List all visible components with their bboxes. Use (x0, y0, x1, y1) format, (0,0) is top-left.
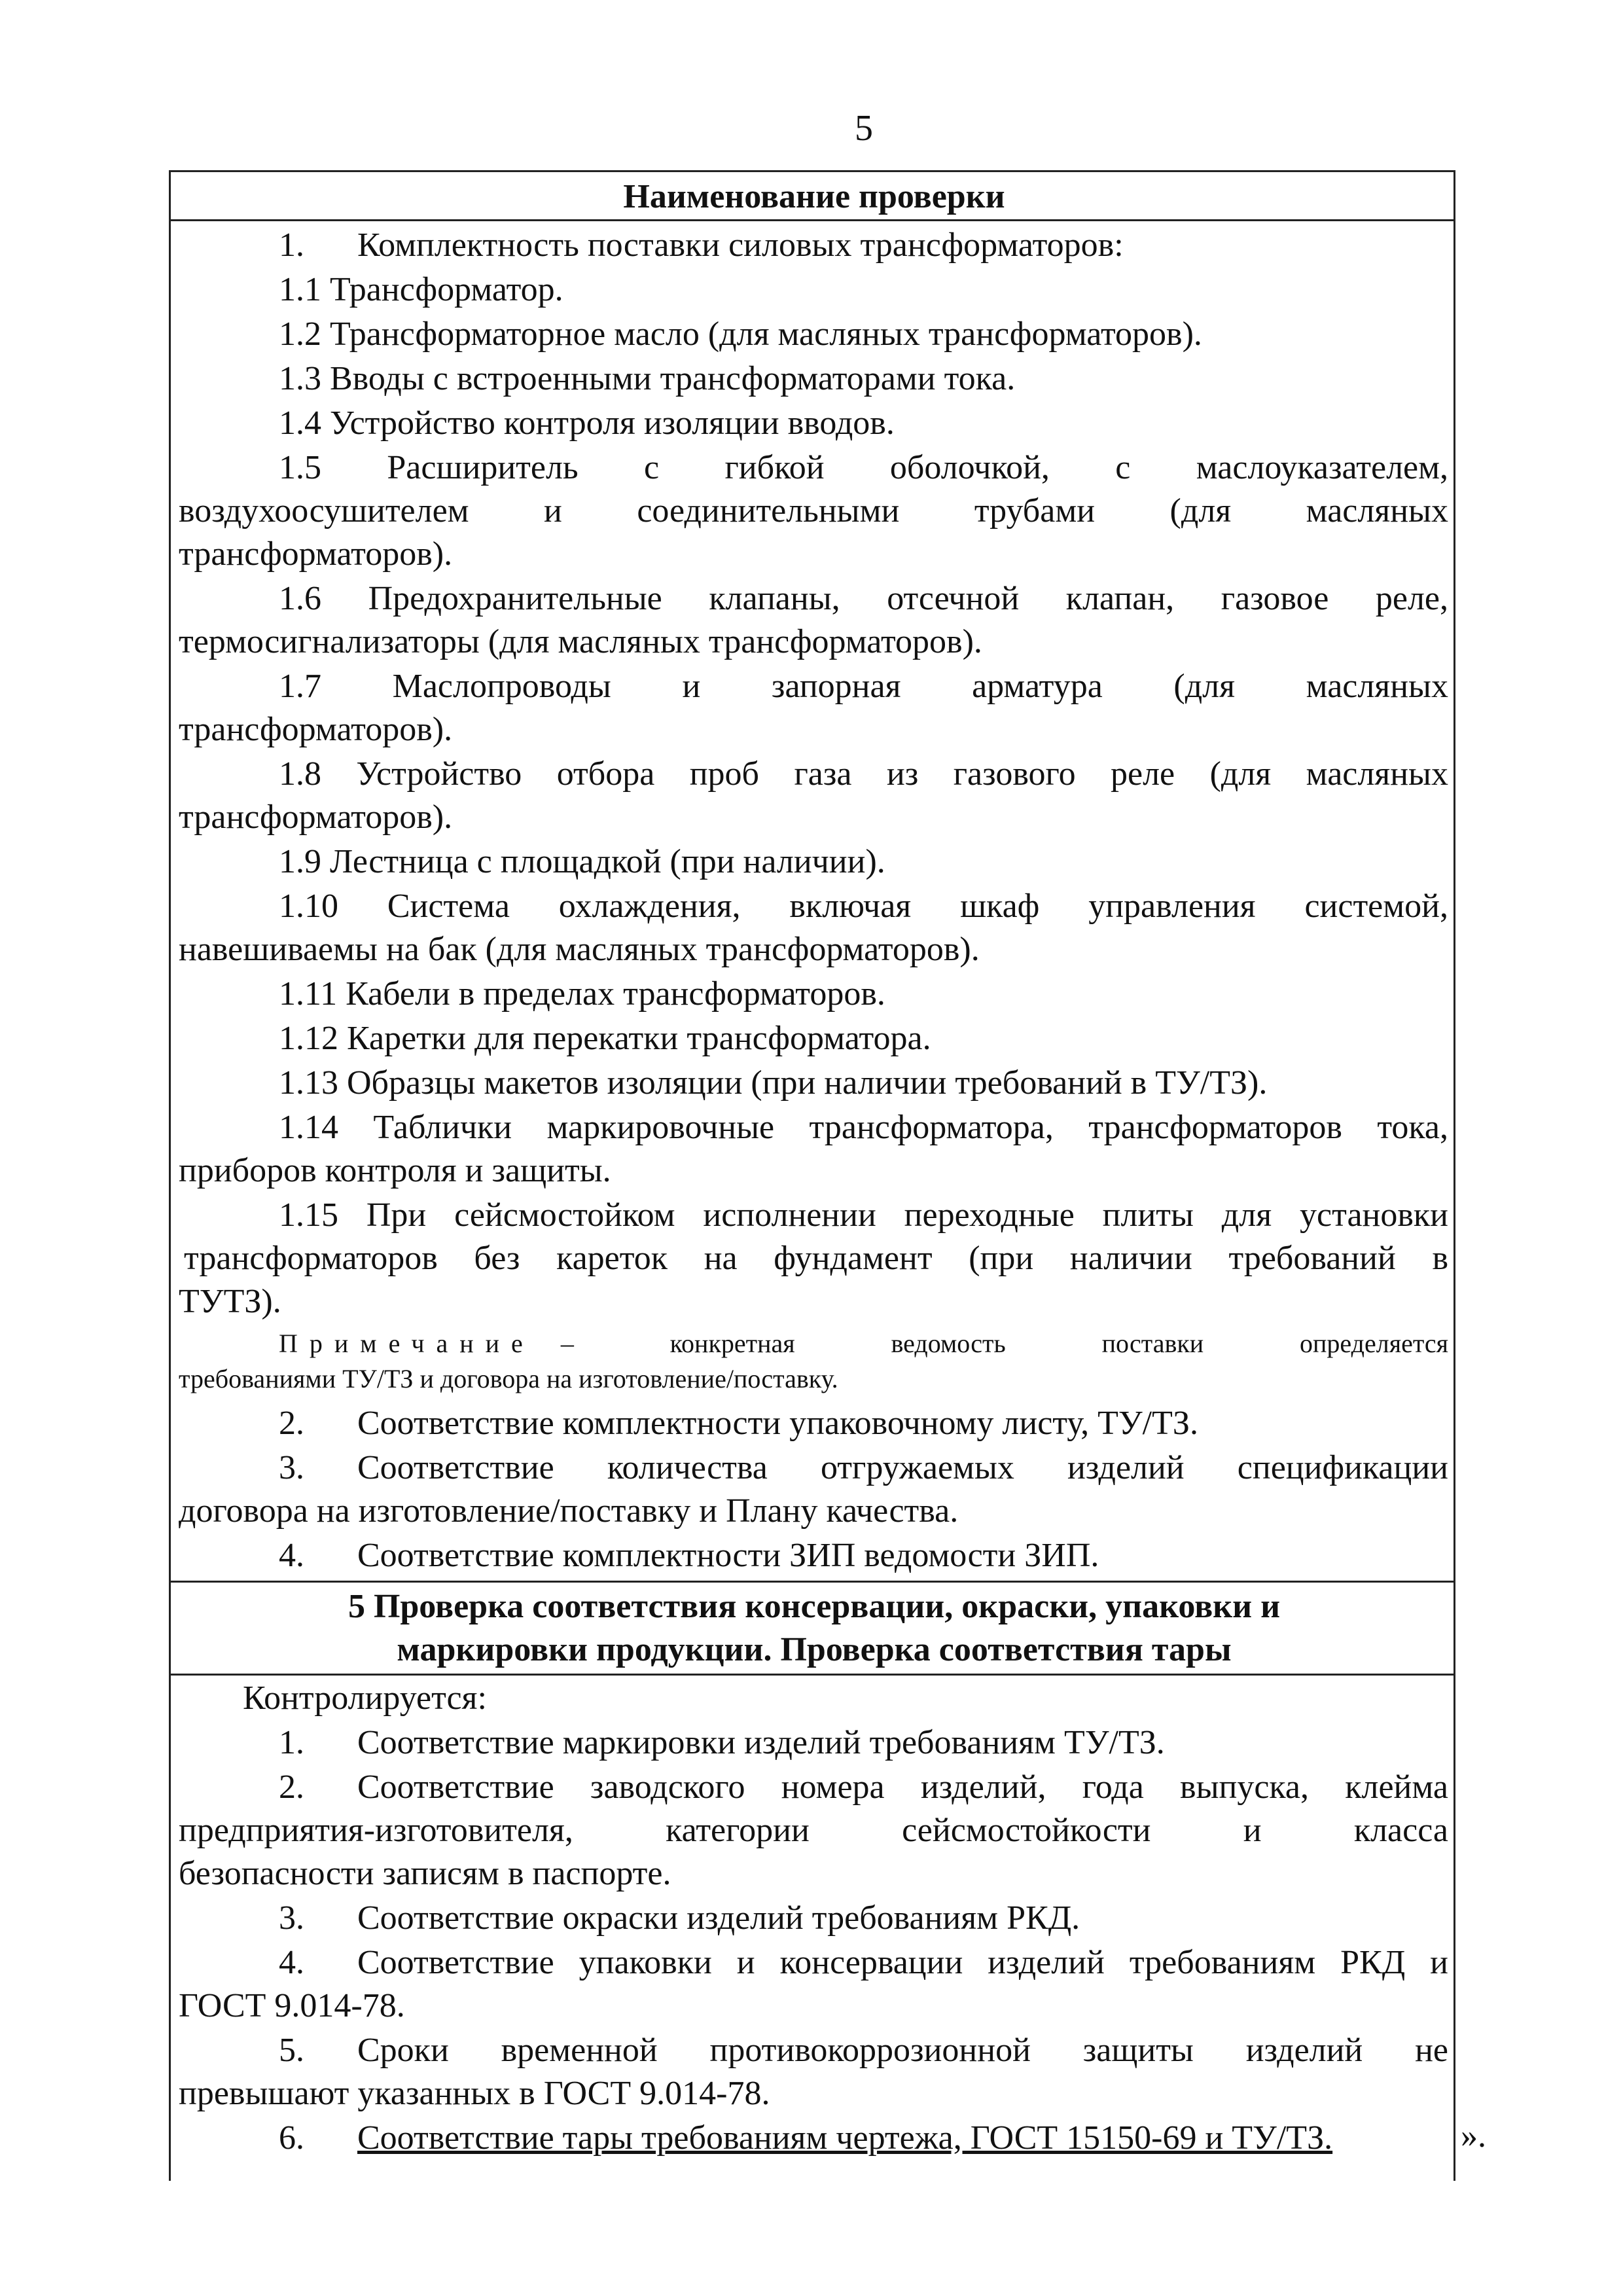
item-3: 3. Соответствие количества отгружаемых изделий спецификации (279, 1449, 1448, 1486)
item-1-2: 1.2 Трансформаторное масло (для масляных трансформаторов). (279, 315, 1202, 353)
section-5-intro: Контролируется: (243, 1679, 487, 1717)
check-table (169, 170, 1455, 2181)
item-1-15-cont: трансформаторов без кареток на фундамент (при наличии требований в (184, 1240, 1448, 1277)
item-1-5-cont: воздухоосушителем и соединительными трубами (для масляных (179, 492, 1448, 529)
item-1-14: 1.14 Таблички маркировочные трансформатора, трансформаторов тока, (279, 1109, 1448, 1146)
item-1-13: 1.13 Образцы макетов изоляции (при наличии требований в ТУ/ТЗ). (279, 1064, 1268, 1102)
item-1-15-end: ТУТЗ). (179, 1283, 281, 1320)
note-text: – конкретная ведомость поставки определяется (560, 1329, 1448, 1358)
item-1: 1. Комплектность поставки силовых трансформаторов: (279, 226, 1124, 264)
item-1-10: 1.10 Система охлаждения, включая шкаф управления системой, (279, 888, 1448, 925)
section-divider (171, 1581, 1454, 1583)
item-1-5-end: трансформаторов). (179, 535, 453, 573)
s5-item-4-cont: ГОСТ 9.014-78. (179, 1987, 405, 2024)
closing-quote: ». (1461, 2117, 1486, 2155)
item-1-15: 1.15 При сейсмостойком исполнении переходные плиты для установки (279, 1196, 1448, 1234)
item-1-1: 1.1 Трансформатор. (279, 271, 563, 308)
item-4: 4. Соответствие комплектности ЗИП ведомости ЗИП. (279, 1537, 1099, 1574)
item-2: 2. Соответствие комплектности упаковочному листу, ТУ/ТЗ. (279, 1405, 1198, 1442)
note-label: Примечание (279, 1329, 535, 1358)
section-5-divider (171, 1674, 1454, 1676)
table-header: Наименование проверки (623, 178, 1005, 215)
item-1-8-cont: трансформаторов). (179, 798, 453, 836)
item-1-8: 1.8 Устройство отбора проб газа из газового реле (для масляных (279, 755, 1448, 793)
item-1-3: 1.3 Вводы с встроенными трансформаторами тока. (279, 360, 1016, 397)
note-cont: требованиями ТУ/ТЗ и договора на изготовление/поставку. (179, 1364, 838, 1393)
header-divider (171, 219, 1454, 221)
s5-item-6: 6. Соответствие тары требованиям чертежа, ГОСТ 15150-69 и ТУ/ТЗ. (279, 2119, 1333, 2157)
s5-item-2-end: безопасности записям в паспорте. (179, 1855, 671, 1892)
s5-item-2-cont: предприятия-изготовителя, категории сейсмостойкости и класса (179, 1812, 1448, 1849)
item-1-10-cont: навешиваемы на бак (для масляных трансформаторов). (179, 931, 980, 968)
note (279, 1327, 1448, 1361)
s5-item-1: 1. Соответствие маркировки изделий требованиям ТУ/ТЗ. (279, 1724, 1165, 1761)
item-1-11: 1.11 Кабели в пределах трансформаторов. (279, 975, 885, 1013)
s5-item-4: 4. Соответствие упаковки и консервации изделий требованиям РКД и (279, 1944, 1448, 1981)
s5-item-3: 3. Соответствие окраски изделий требованиям РКД. (279, 1899, 1080, 1937)
page-number: 5 (855, 108, 873, 149)
item-1-14-cont: приборов контроля и защиты. (179, 1152, 611, 1189)
item-1-5: 1.5 Расширитель с гибкой оболочкой, с маслоуказателем, (279, 449, 1448, 486)
section-5-title: 5 Проверка соответствия консервации, окраски, упаковки и (348, 1588, 1281, 1625)
item-1-9: 1.9 Лестница с площадкой (при наличии). (279, 843, 885, 880)
item-3-cont: договора на изготовление/поставку и Плану качества. (179, 1492, 959, 1530)
s5-item-2: 2. Соответствие заводского номера изделий, года выпуска, клейма (279, 1768, 1448, 1806)
item-1-4: 1.4 Устройство контроля изоляции вводов. (279, 404, 895, 442)
s5-item-5: 5. Сроки временной противокоррозионной защиты изделий не (279, 2032, 1448, 2069)
item-1-6-cont: термосигнализаторы (для масляных трансформаторов). (179, 623, 982, 660)
section-5-title-cont: маркировки продукции. Проверка соответствия тары (397, 1631, 1232, 1668)
item-1-12: 1.12 Каретки для перекатки трансформатора. (279, 1020, 931, 1057)
s5-item-5-cont: превышают указанных в ГОСТ 9.014-78. (179, 2075, 770, 2112)
item-1-7: 1.7 Маслопроводы и запорная арматура (для масляных (279, 668, 1448, 705)
item-1-7-cont: трансформаторов). (179, 711, 453, 748)
item-1-6: 1.6 Предохранительные клапаны, отсечной клапан, газовое реле, (279, 580, 1448, 617)
